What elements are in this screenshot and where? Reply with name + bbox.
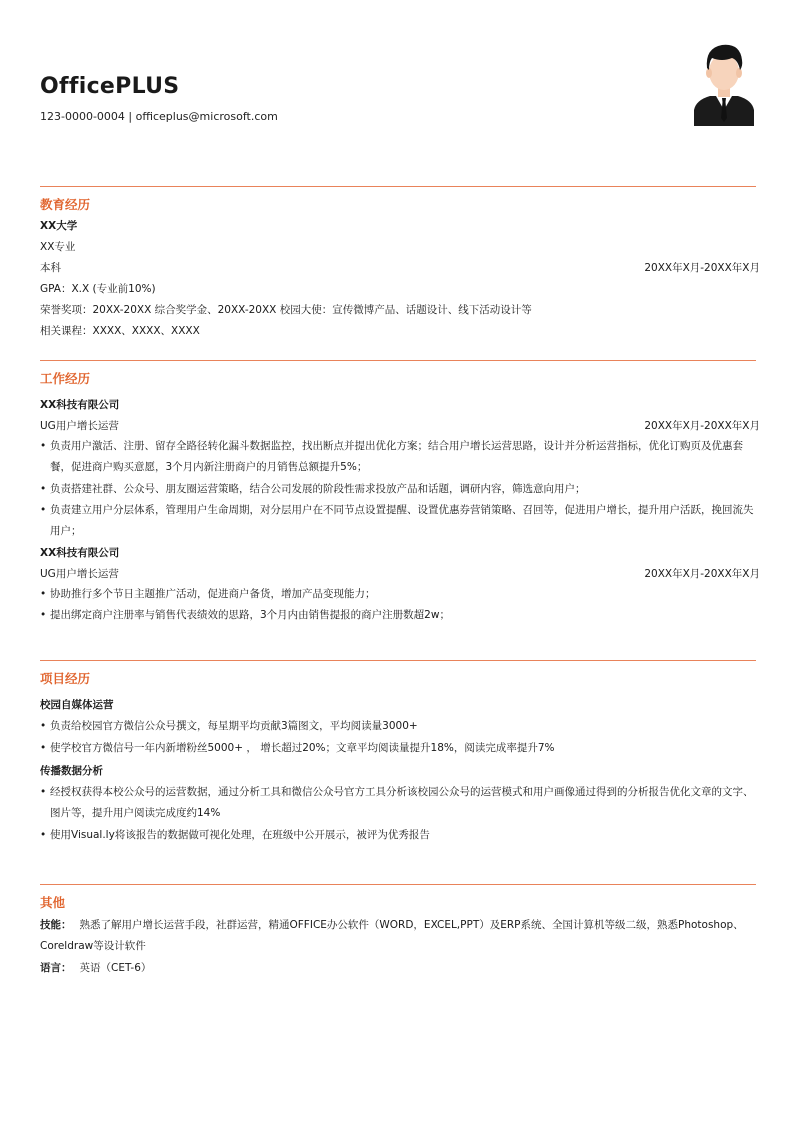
list-item: [40, 500, 762, 542]
bullet-icon: •: [40, 742, 47, 754]
company-name: XX科技有限公司: [40, 399, 120, 411]
list-item: [40, 605, 762, 626]
projects-title: 项目经历: [40, 671, 91, 686]
other-title: 其他: [40, 895, 66, 910]
education-dates: 20XX年X月-20XX年X月: [644, 262, 760, 274]
bullet-icon: •: [40, 483, 47, 495]
bullet-text: 提出绑定商户注册率与销售代表绩效的思路，3个月内由销售提报的商户注册数超2w；: [50, 609, 450, 621]
bullet-icon: •: [40, 829, 47, 841]
bullet-text: 负责给校园官方微信公众号撰文，每星期平均贡献3篇图文，平均阅读量3000+: [50, 720, 418, 732]
bullet-text: 协助推行多个节日主题推广活动，促进商户备货，增加产品变现能力；: [50, 588, 376, 600]
list-item: [40, 584, 762, 605]
job-dates: 20XX年X月-20XX年X月: [644, 420, 760, 432]
contact-info: 123-0000-0004 | officeplus@microsoft.com: [40, 110, 278, 123]
school-name: XX大学: [40, 220, 78, 232]
bullet-icon: •: [40, 440, 47, 452]
skills-row: [40, 915, 762, 957]
bullet-icon: •: [40, 504, 47, 516]
bullet-icon: •: [40, 720, 47, 732]
bullet-text: 经授权获得本校公众号的运营数据，通过分析工具和微信公众号官方工具分析该校园公众号的运营模式和用户画像通过得到的分析报告优化文章的文字、图片等，提升用户阅读完成度约14%: [50, 786, 754, 819]
work-title: 工作经历: [40, 371, 91, 386]
courses: 相关课程：XXXX、XXXX、XXXX: [40, 325, 200, 337]
degree: 本科: [40, 262, 61, 274]
section-divider: [40, 660, 756, 661]
section-divider: [40, 360, 756, 361]
language-text: 英语（CET-6）: [79, 962, 152, 974]
candidate-name: OfficePLUS: [40, 74, 180, 99]
list-item: [40, 825, 762, 846]
bullet-icon: •: [40, 588, 47, 600]
bullet-icon: •: [40, 609, 47, 621]
list-item: [40, 782, 762, 824]
language-label: 语言：: [40, 962, 72, 974]
company-name: XX科技有限公司: [40, 547, 120, 559]
language-row: [40, 958, 762, 979]
skills-text: 熟悉了解用户增长运营手段，社群运营，精通OFFICE办公软件（WORD，EXCEL,PPT）及ERP系统、全国计算机等级二级，熟悉Photoshop、Coreldraw等设计软件: [40, 919, 744, 952]
bullet-icon: •: [40, 786, 47, 798]
section-divider: [40, 186, 756, 187]
bullet-text: 负责建立用户分层体系，管理用户生命周期，对分层用户在不同节点设置提醒、设置优惠券营销策略、召回等，促进用户增长，提升用户活跃，挽回流失用户；: [50, 504, 754, 537]
bullet-text: 负责用户激活、注册、留存全路径转化漏斗数据监控，找出断点并提出优化方案；结合用户增长运营思路，设计并分析运营指标，优化订购页及优惠套餐，促进商户购买意愿，3个月内新注册商户的月销售总额提升5%；: [50, 440, 743, 473]
skills-label: 技能：: [40, 919, 72, 931]
bullet-text: 使用Visual.ly将该报告的数据做可视化处理，在班级中公开展示，被评为优秀报告: [50, 829, 430, 841]
degree-row: [40, 260, 760, 276]
avatar: [692, 40, 756, 126]
project-name: 校园自媒体运营: [40, 699, 114, 711]
project-name: 传播数据分析: [40, 765, 103, 777]
list-item: [40, 716, 762, 737]
bullet-text: 使学校官方微信号一年内新增粉丝5000+ ， 增长超过20%；文章平均阅读量提升18%，阅读完成率提升7%: [50, 742, 555, 754]
major: XX专业: [40, 241, 76, 253]
job-dates: 20XX年X月-20XX年X月: [644, 568, 760, 580]
honors: 荣誉奖项：20XX-20XX 综合奖学金、20XX-20XX 校园大使：宣传微博产品、话题设计、线下活动设计等: [40, 304, 532, 316]
job-role: UG用户增长运营: [40, 420, 119, 432]
list-item: [40, 738, 762, 759]
bullet-text: 负责搭建社群、公众号、朋友圈运营策略，结合公司发展的阶段性需求投放产品和话题，调研内容，筛选意向用户；: [50, 483, 586, 495]
list-item: [40, 479, 762, 500]
job-role-row: [40, 566, 760, 582]
education-title: 教育经历: [40, 197, 91, 212]
section-divider: [40, 884, 756, 885]
list-item: [40, 436, 762, 478]
job-role-row: [40, 418, 760, 434]
gpa: GPA：X.X (专业前10%): [40, 283, 156, 295]
job-role: UG用户增长运营: [40, 568, 119, 580]
